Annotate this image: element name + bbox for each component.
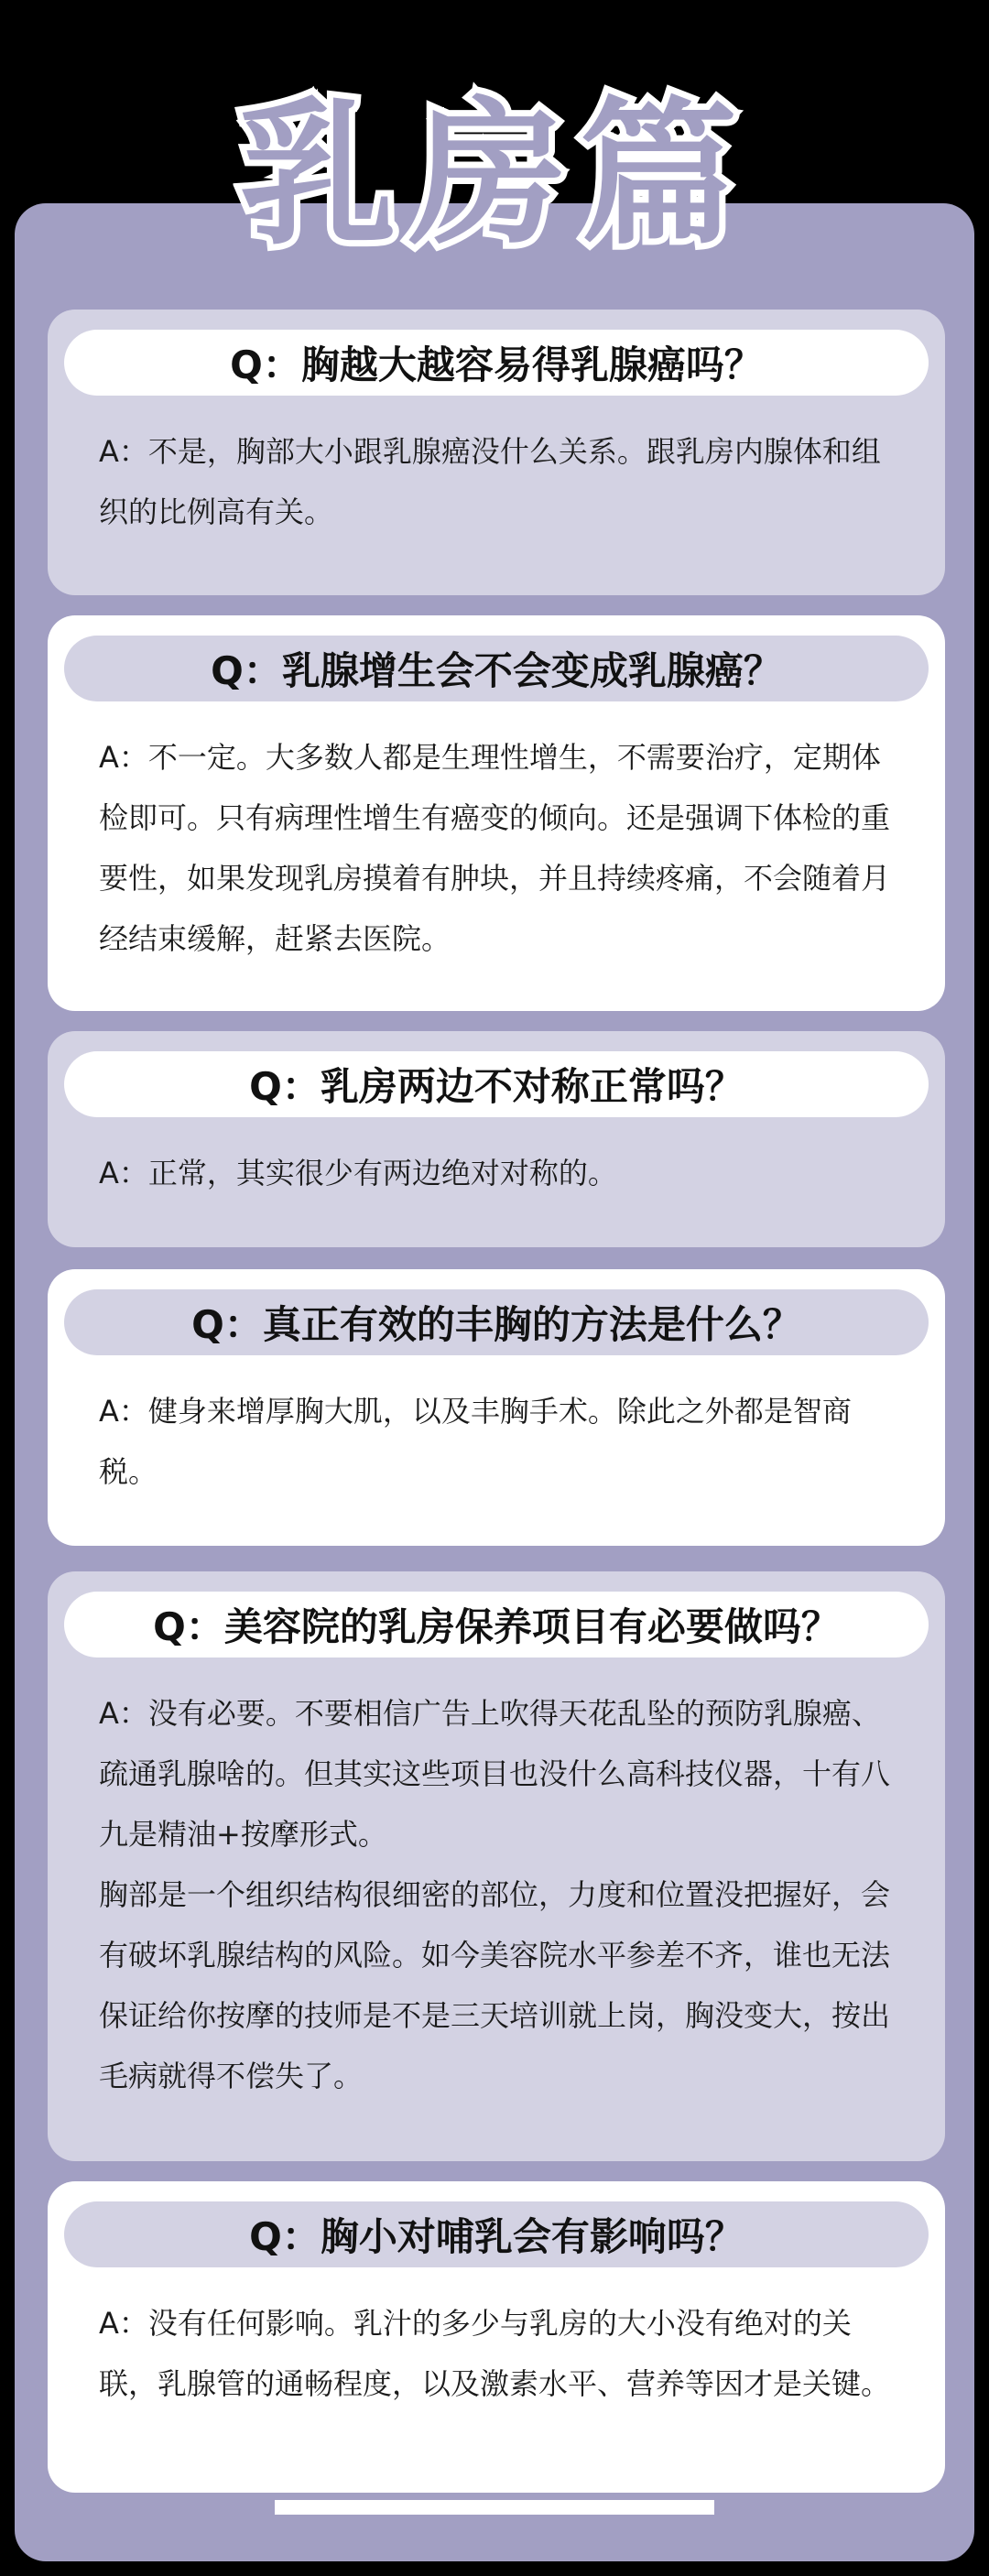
answer-4-paragraph: A：健身来增厚胸大肌，以及丰胸手术。除此之外都是智商税。: [99, 1394, 852, 1489]
question-1: Q：胸越大越容易得乳腺癌吗？: [64, 330, 929, 396]
answer-6-paragraph: A：没有任何影响。乳汁的多少与乳房的大小没有绝对的关联，乳腺管的通畅程度，以及激素水平、营养等因才是关键。: [99, 2306, 891, 2401]
question-3: Q：乳房两边不对称正常吗？: [64, 1051, 929, 1117]
question-6: Q：胸小对哺乳会有影响吗？: [64, 2201, 929, 2267]
answer-1-paragraph: A：不是，胸部大小跟乳腺癌没什么关系。跟乳房内腺体和组织的比例高有关。: [99, 434, 881, 529]
qa-card-1: [48, 310, 945, 595]
answer-3-paragraph: A：正常，其实很少有两边绝对对称的。: [99, 1156, 617, 1190]
answer-4: [99, 1381, 905, 1502]
qa-card-4: [48, 1269, 945, 1546]
answer-5-paragraph-2: 胸部是一个组织结构很细密的部位，力度和位置没把握好，会有破坏乳腺结构的风险。如今美容院水平参差不齐，谁也无法保证给你按摩的技师是不是三天培训就上岗，胸没变大，按出毛病就得不偿失了。: [99, 1877, 891, 2093]
qa-card-3: [48, 1031, 945, 1247]
qa-card-2: [48, 615, 945, 1011]
answer-2-paragraph: A：不一定。大多数人都是生理性增生，不需要治疗，定期体检即可。只有病理性增生有癌变的倾向。还是强调下体检的重要性，如果发现乳房摸着有肿块，并且持续疼痛，不会随着月经结束缓解，赶紧去医院。: [99, 740, 891, 956]
answer-2: [99, 727, 905, 969]
question-4: Q：真正有效的丰胸的方法是什么？: [64, 1289, 929, 1355]
question-2: Q：乳腺增生会不会变成乳腺癌？: [64, 636, 929, 701]
qa-card-6: [48, 2181, 945, 2493]
page-title: 乳房篇: [239, 81, 750, 266]
answer-3: [99, 1143, 905, 1203]
question-5: Q：美容院的乳房保养项目有必要做吗？: [64, 1592, 929, 1658]
answer-6: [99, 2293, 905, 2414]
qa-card-5: [48, 1571, 945, 2161]
answer-5: [99, 1683, 905, 2106]
answer-1: [99, 421, 905, 542]
bottom-divider: [275, 2500, 714, 2515]
answer-5-paragraph-1: A：没有必要。不要相信广告上吹得天花乱坠的预防乳腺癌、疏通乳腺啥的。但其实这些项目也没什么高科技仪器，十有八九是精油+按摩形式。: [99, 1696, 891, 1852]
